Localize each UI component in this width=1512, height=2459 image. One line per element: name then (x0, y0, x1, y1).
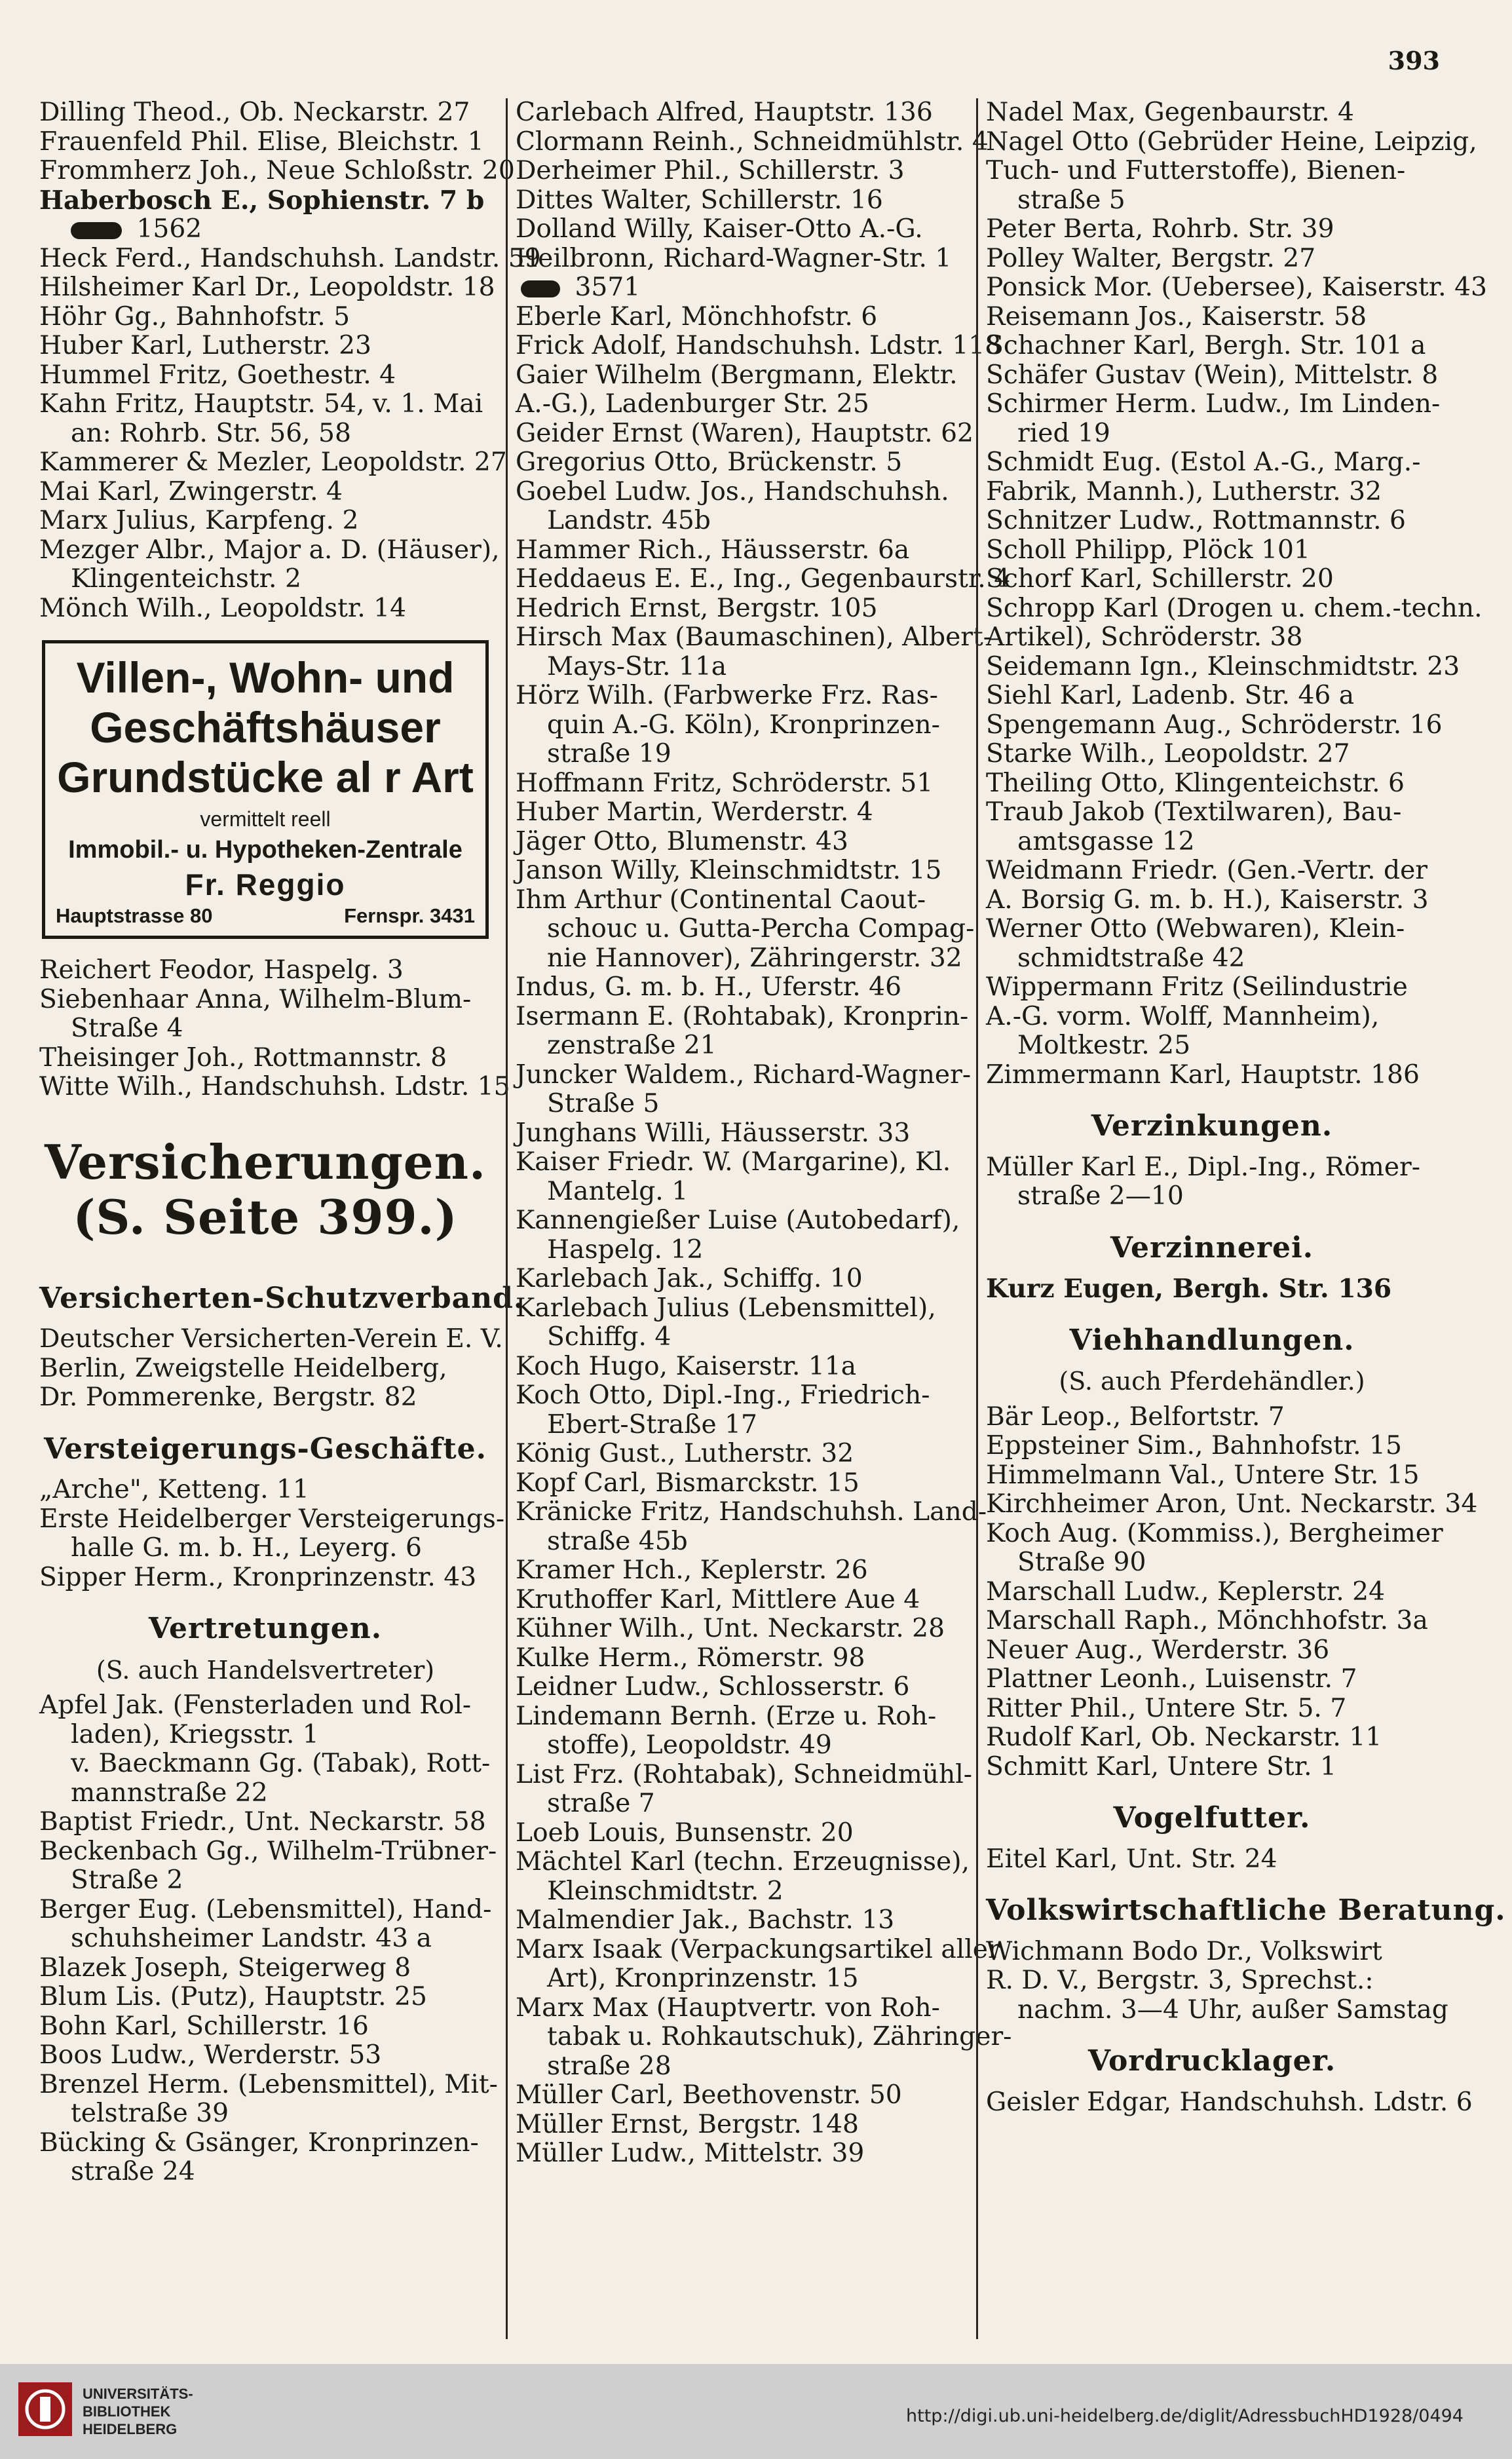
directory-entry-line: Kränicke Fritz, Handschuhsh. Land- (516, 1497, 987, 1527)
directory-entry-line: Marx Isaak (Verpackungsartikel aller (516, 1934, 1000, 1964)
directory-entry-line: R. D. V., Bergstr. 3, Sprechst.: (986, 1966, 1374, 1995)
directory-entry-line: Tuch- und Futterstoffe), Bienen- (986, 156, 1406, 185)
directory-entry-line: Siebenhaar Anna, Wilhelm-Blum- (39, 984, 472, 1014)
entry-list-1b (39, 243, 541, 624)
directory-entry-line: quin A.-G. Köln), Kronprinzen- (547, 710, 940, 740)
directory-entry-line: Huber Karl, Lutherstr. 23 (39, 331, 371, 360)
directory-entry-line: Leidner Ludw., Schlosserstr. 6 (516, 1672, 910, 1702)
directory-entry-line: Höhr Gg., Bahnhofstr. 5 (39, 301, 350, 332)
directory-entry-line: Haspelg. 12 (547, 1234, 704, 1265)
directory-entry-line: Werner Otto (Webwaren), Klein- (986, 914, 1405, 944)
directory-entry-line: List Frz. (Rohtabak), Schneidmühl- (516, 1759, 972, 1789)
directory-entry-line: Dilling Theod., Ob. Neckarstr. 27 (39, 98, 470, 127)
directory-entry-line: Eberle Karl, Mönchhofstr. 6 (516, 301, 878, 332)
directory-entry-line: Reichert Feodor, Haspelg. 3 (39, 955, 404, 985)
directory-entry-line: Müller Karl E., Dipl.-Ing., Römer- (986, 1152, 1421, 1182)
directory-entry-line: Schnitzer Ludw., Rottmannstr. 6 (986, 506, 1406, 535)
directory-entry-line: Lindemann Bernh. (Erze u. Roh- (516, 1701, 937, 1731)
directory-entry-line: Mezger Albr., Major a. D. (Häuser), (39, 535, 500, 565)
ad-line-7 (52, 903, 479, 929)
directory-entry-line: A.-G.), Ladenburger Str. 25 (516, 389, 869, 419)
directory-entry-line: nachm. 3—4 Uhr, außer Samstag (1017, 1994, 1448, 2025)
directory-entry-line: Seidemann Ign., Kleinschmidtstr. 23 (986, 651, 1460, 681)
advertisement-reggio (42, 640, 489, 939)
telephone-icon (71, 222, 122, 239)
directory-entry-line: Artikel), Schröderstr. 38 (986, 622, 1303, 652)
directory-entry-line: an: Rohrb. Str. 56, 58 (71, 418, 351, 448)
directory-entry-line: Traub Jakob (Textilwaren), Bau- (986, 797, 1402, 827)
directory-entry-line: Blazek Joseph, Steigerweg 8 (39, 1953, 411, 1983)
directory-entry-line: Rudolf Karl, Ob. Neckarstr. 11 (986, 1723, 1382, 1752)
directory-entry-line: Witte Wilh., Handschuhsh. Ldstr. 15 (39, 1072, 510, 1101)
directory-entry-line: Mantelg. 1 (547, 1176, 689, 1206)
heading-verzinnerei: Verzinnerei. (1110, 1230, 1314, 1265)
ad-phone: Fernspr. 3431 (344, 904, 475, 927)
entry-list-1a (39, 98, 515, 186)
directory-entry-line: Kannengießer Luise (Autobedarf), (516, 1206, 960, 1235)
directory-entry-line: Indus, G. m. b. H., Uferstr. 46 (516, 972, 902, 1002)
directory-entry-line: laden), Kriegsstr. 1 (71, 1719, 319, 1749)
directory-entry-line: Hilsheimer Karl Dr., Leopoldstr. 18 (39, 273, 495, 302)
heading-vordrucklager: Vordrucklager. (1087, 2044, 1336, 2078)
directory-entry-line: Baptist Friedr., Unt. Neckarstr. 58 (39, 1807, 486, 1837)
directory-entry-line: Ihm Arthur (Continental Caout- (516, 885, 926, 915)
footer-bar (0, 2364, 1512, 2459)
directory-entry-line: Hörz Wilh. (Farbwerke Frz. Ras- (516, 681, 938, 710)
directory-entry-line: Geider Ernst (Waren), Hauptstr. 62 (516, 418, 973, 448)
directory-entry-line: Dr. Pommerenke, Bergstr. 82 (39, 1382, 417, 1412)
directory-entry-line: Goebel Ludw. Jos., Handschuhsh. (516, 476, 949, 506)
directory-entry-line: Zimmermann Karl, Hauptstr. 186 (986, 1059, 1420, 1090)
directory-entry-line: Schachner Karl, Bergh. Str. 101 a (986, 331, 1426, 360)
directory-entry-line: Marschall Ludw., Keplerstr. 24 (986, 1576, 1386, 1607)
directory-entry-line: Geisler Edgar, Handschuhsh. Ldstr. 6 (986, 2087, 1473, 2117)
directory-entry-line: A. Borsig G. m. b. H.), Kaiserstr. 3 (986, 885, 1429, 915)
directory-entry-line: Malmendier Jak., Bachstr. 13 (516, 1905, 895, 1935)
directory-entry-line: stoffe), Leopoldstr. 49 (547, 1730, 832, 1760)
directory-entry-line: mannstraße 22 (71, 1778, 268, 1808)
entry-list-2a (516, 98, 989, 273)
library-logo-text (83, 2385, 193, 2438)
directory-entry-line: Heddaeus E. E., Ing., Gegenbaurstr. 4 (516, 564, 1011, 594)
directory-entry-line: Polley Walter, Bergstr. 27 (986, 243, 1316, 273)
directory-entry-line: Derheimer Phil., Schillerstr. 3 (516, 156, 905, 185)
directory-entry-line: Mächtel Karl (techn. Erzeugnisse), (516, 1847, 970, 1877)
directory-entry-line: Kramer Hch., Keplerstr. 26 (516, 1555, 868, 1585)
heading-viehhandlungen: Viehhandlungen. (1069, 1323, 1355, 1357)
ad-line-1: Villen-, Wohn- und (76, 653, 455, 702)
directory-entry-line: Apfel Jak. (Fensterladen und Rol- (39, 1690, 472, 1720)
directory-entry-line: v. Baeckmann Gg. (Tabak), Rott- (71, 1749, 491, 1778)
directory-entry-line: Karlebach Jak., Schiffg. 10 (516, 1264, 863, 1293)
directory-entry-line: Straße 2 (71, 1865, 183, 1895)
directory-entry-line: Weidmann Friedr. (Gen.-Vertr. der (986, 856, 1428, 885)
entry-list-3a (986, 98, 1487, 1090)
directory-entry-line: Bär Leop., Belfortstr. 7 (986, 1401, 1285, 1432)
directory-entry-line: Brenzel Herm. (Lebensmittel), Mit- (39, 2069, 498, 2099)
logo-line-3: HEIDELBERG (83, 2421, 178, 2437)
directory-entry-line: Juncker Waldem., Richard-Wagner- (516, 1059, 972, 1090)
entry-list-1d (39, 1324, 503, 1413)
directory-entry-line: Heilbronn, Richard-Wagner-Str. 1 (516, 243, 952, 273)
directory-entry-line: Isermann E. (Rohtabak), Kronprin- (516, 1001, 969, 1031)
ad-line-4: vermittelt reell (200, 807, 331, 831)
column-2 (506, 98, 1012, 2339)
phone-number-2: 3571 (575, 273, 641, 302)
directory-entry-line: Straße 5 (547, 1089, 660, 1118)
entry-list-3f (986, 2087, 1473, 2118)
directory-entry-line: Schäfer Gustav (Wein), Mittelstr. 8 (986, 360, 1439, 390)
entry-list-3c (986, 1401, 1478, 1782)
directory-entry-line: Koch Otto, Dipl.-Ing., Friedrich- (516, 1381, 930, 1410)
directory-entry-line: Bücking & Gsänger, Kronprinzen- (39, 2127, 479, 2158)
heading-verzinkungen: Verzinkungen. (1091, 1109, 1333, 1143)
page-number: 393 (1388, 46, 1440, 75)
directory-entry-line: Blum Lis. (Putz), Hauptstr. 25 (39, 1982, 427, 2011)
directory-entry-line: Moltkestr. 25 (1017, 1031, 1190, 1060)
directory-entry-line: Eitel Karl, Unt. Str. 24 (986, 1844, 1277, 1874)
logo-line-2: BIBLIOTHEK (83, 2403, 171, 2420)
directory-entry-line: Kulke Herm., Römerstr. 98 (516, 1643, 865, 1673)
directory-entry-line: Kopf Carl, Bismarckstr. 15 (516, 1468, 860, 1498)
directory-entry-line: Kruthoffer Karl, Mittlere Aue 4 (516, 1584, 920, 1614)
phone-line-2 (516, 273, 961, 303)
directory-entry-line: Straße 4 (71, 1014, 183, 1043)
directory-entry-line: Berlin, Zweigstelle Heidelberg, (39, 1353, 447, 1383)
directory-entry-line: nie Hannover), Zähringerstr. 32 (547, 943, 962, 973)
directory-entry-line: A.-G. vorm. Wolff, Mannheim), (986, 1001, 1380, 1031)
bold-entry-haberbosch: Haberbosch E., Sophienstr. 7 b (39, 185, 485, 216)
directory-entry-line: Gregorius Otto, Brückenstr. 5 (516, 448, 903, 477)
directory-entry-line: Nadel Max, Gegenbaurstr. 4 (986, 98, 1354, 127)
ad-line-6: Fr. Reggio (185, 867, 346, 902)
directory-entry-line: Peter Berta, Rohrb. Str. 39 (986, 214, 1334, 244)
directory-entry-line: Schropp Karl (Drogen u. chem.-techn. (986, 593, 1483, 623)
university-seal-icon (18, 2382, 72, 2436)
directory-entry-line: Marschall Raph., Mönchhofstr. 3a (986, 1606, 1428, 1635)
directory-entry-line: Dolland Willy, Kaiser-Otto A.-G. (516, 214, 923, 244)
directory-entry-line: Kühner Wilh., Unt. Neckarstr. 28 (516, 1614, 945, 1643)
directory-entry-line: Koch Aug. (Kommiss.), Bergheimer (986, 1518, 1443, 1548)
directory-entry-line: Hummel Fritz, Goethestr. 4 (39, 360, 396, 390)
directory-entry-line: Bohn Karl, Schillerstr. 16 (39, 2011, 369, 2041)
heading-versicherungen: Versicherungen. (44, 1134, 487, 1190)
ad-line-5: Immobil.- u. Hypotheken-Zentrale (68, 836, 463, 864)
directory-entry-line: schouc u. Gutta-Percha Compag- (547, 914, 975, 944)
directory-entry-line: Nagel Otto (Gebrüder Heine, Leipzig, (986, 126, 1477, 157)
heading-vogelfutter: Vogelfutter. (1113, 1801, 1311, 1835)
entry-list-2b (516, 301, 1012, 2169)
directory-entry-line: Hoffmann Fritz, Schröderstr. 51 (516, 768, 934, 798)
directory-entry-line: Marx Julius, Karpfeng. 2 (39, 506, 359, 535)
directory-entry-line: halle G. m. b. H., Leyerg. 6 (71, 1533, 422, 1563)
directory-entry-line: „Arche", Ketteng. 11 (39, 1475, 309, 1504)
directory-entry-line: Müller Ernst, Bergstr. 148 (516, 2109, 859, 2139)
entry-list-3b (986, 1153, 1438, 1211)
entry-list-3e (986, 1936, 1448, 2025)
directory-entry-line: Boos Ludw., Werderstr. 53 (39, 2040, 382, 2070)
directory-entry-line: Kleinschmidtstr. 2 (547, 1876, 784, 1906)
directory-entry-line: Ebert-Straße 17 (547, 1409, 757, 1439)
ad-address: Hauptstrasse 80 (56, 904, 213, 927)
directory-entry-line: Siehl Karl, Ladenb. Str. 46 a (986, 681, 1355, 710)
directory-entry-line: Wippermann Fritz (Seilindustrie (986, 972, 1408, 1002)
column-3 (976, 98, 1506, 2339)
directory-entry-line: Wichmann Bodo Dr., Volkswirt (986, 1936, 1382, 1966)
directory-entry-line: amtsgasse 12 (1017, 826, 1195, 856)
directory-entry-line: Müller Ludw., Mittelstr. 39 (516, 2139, 865, 2168)
directory-entry-line: Junghans Willi, Häusserstr. 33 (516, 1118, 911, 1148)
directory-entry-line: Berger Eug. (Lebensmittel), Hand- (39, 1894, 492, 1924)
bold-entry-kurz: Kurz Eugen, Bergh. Str. 136 (986, 1274, 1392, 1304)
directory-entry-line: Schiffg. 4 (547, 1322, 671, 1352)
directory-entry-line: straße 28 (547, 2051, 671, 2081)
directory-entry-line: Reisemann Jos., Kaiserstr. 58 (986, 301, 1367, 332)
directory-entry-line: straße 7 (547, 1789, 655, 1818)
directory-entry-line: Janson Willy, Kleinschmidtstr. 15 (516, 856, 942, 885)
heading-see-page: (S. Seite 399.) (73, 1189, 458, 1245)
directory-entry-line: schmidtstraße 42 (1017, 943, 1245, 973)
directory-entry-line: König Gust., Lutherstr. 32 (516, 1439, 854, 1468)
directory-entry-line: Schmidt Eug. (Estol A.-G., Marg.- (986, 448, 1421, 477)
entry-list-3d (986, 1845, 1438, 1875)
directory-entry-line: Klingenteichstr. 2 (71, 564, 301, 594)
directory-entry-line: telstraße 39 (71, 2099, 229, 2128)
directory-entry-line: Eppsteiner Sim., Bahnhofstr. 15 (986, 1431, 1402, 1460)
subheading-vertretungen: (S. auch Handelsvertreter) (96, 1655, 435, 1685)
directory-entry-line: Kammerer & Mezler, Leopoldstr. 27 (39, 448, 507, 477)
directory-entry-line: Scholl Philipp, Plöck 101 (986, 535, 1310, 565)
directory-entry-line: Huber Martin, Werderstr. 4 (516, 797, 873, 827)
ad-line-3: Grundstücke al r Art (57, 753, 474, 801)
directory-entry-line: Jäger Otto, Blumenstr. 43 (516, 826, 848, 856)
directory-entry-line: Starke Wilh., Leopoldstr. 27 (986, 739, 1350, 769)
directory-entry-line: Beckenbach Gg., Wilhelm-Trübner- (39, 1836, 497, 1866)
phone-line-1 (39, 215, 491, 244)
directory-entry-line: Ponsick Mor. (Uebersee), Kaiserstr. 43 (986, 273, 1487, 302)
directory-entry-line: Karlebach Julius (Lebensmittel), (516, 1293, 936, 1323)
logo-line-1: UNIVERSITÄTS- (83, 2386, 193, 2402)
directory-entry-line: Schmitt Karl, Untere Str. 1 (986, 1751, 1336, 1782)
directory-entry-line: Theiling Otto, Klingenteichstr. 6 (986, 768, 1405, 798)
directory-entry-line: straße 19 (547, 739, 671, 769)
heading-versicherten-schutzverband: Versicherten-Schutzverband. (39, 1281, 525, 1315)
directory-entry-line: Frick Adolf, Handschuhsh. Ldstr. 118 (516, 331, 1002, 360)
directory-entry-line: Frommherz Joh., Neue Schloßstr. 20 (39, 156, 515, 185)
directory-entry-line: Carlebach Alfred, Hauptstr. 136 (516, 98, 933, 127)
directory-entry-line: Sipper Herm., Kronprinzenstr. 43 (39, 1562, 477, 1592)
directory-entry-line: Straße 90 (1017, 1548, 1146, 1577)
directory-entry-line: Ritter Phil., Untere Str. 5. 7 (986, 1693, 1347, 1723)
directory-entry-line: Landstr. 45b (547, 506, 711, 535)
directory-entry-line: Deutscher Versicherten-Verein E. V. (39, 1324, 503, 1354)
directory-entry-line: Mays-Str. 11a (547, 651, 727, 681)
directory-entry-line: zenstraße 21 (547, 1031, 717, 1060)
source-url-link[interactable]: http://digi.ub.uni-heidelberg.de/diglit/AdressbuchHD1928/0494 (906, 2406, 1464, 2426)
directory-entry-line: schuhsheimer Landstr. 43 a (71, 1924, 432, 1953)
directory-entry-line: straße 2—10 (1017, 1181, 1184, 1211)
directory-entry-line: Mai Karl, Zwingerstr. 4 (39, 476, 343, 506)
directory-entry-line: Erste Heidelberger Versteigerungs- (39, 1504, 505, 1534)
directory-entry-line: Hammer Rich., Häusserstr. 6a (516, 535, 910, 565)
directory-entry-line: Kaiser Friedr. W. (Margarine), Kl. (516, 1147, 951, 1177)
subheading-viehhandlungen: (S. auch Pferdehändler.) (1059, 1367, 1365, 1396)
directory-entry-line: Loeb Louis, Bunsenstr. 20 (516, 1818, 854, 1848)
directory-entry-line: Schirmer Herm. Ludw., Im Linden- (986, 389, 1441, 419)
directory-entry-line: Schorf Karl, Schillerstr. 20 (986, 564, 1334, 594)
entry-list-1e (39, 1475, 505, 1592)
directory-entry-line: straße 45b (547, 1526, 688, 1556)
directory-entry-line: Kirchheimer Aron, Unt. Neckarstr. 34 (986, 1489, 1478, 1519)
heading-versteigerungs-geschaefte: Versteigerungs-Geschäfte. (44, 1432, 487, 1466)
directory-entry-line: Plattner Leonh., Luisenstr. 7 (986, 1664, 1357, 1694)
directory-entry-line: Hirsch Max (Baumaschinen), Albert- (516, 622, 992, 652)
directory-entry-line: Heck Ferd., Handschuhsh. Landstr. 59 (39, 243, 541, 273)
directory-entry-line: tabak u. Rohkautschuk), Zähringer- (547, 2022, 1012, 2051)
directory-entry-line: Hedrich Ernst, Bergstr. 105 (516, 593, 878, 623)
directory-entry-line: Theisinger Joh., Rottmannstr. 8 (39, 1042, 447, 1073)
directory-entry-line: Dittes Walter, Schillerstr. 16 (516, 185, 883, 215)
heading-vertretungen: Vertretungen. (148, 1612, 383, 1645)
page-body (39, 98, 1506, 2339)
entry-list-1c (39, 955, 510, 1102)
directory-entry-line: Gaier Wilhelm (Bergmann, Elektr. (516, 360, 958, 390)
phone-number-1: 1562 (136, 214, 202, 244)
directory-entry-line: Müller Carl, Beethovenstr. 50 (516, 2080, 902, 2110)
directory-entry-line: straße 24 (71, 2157, 195, 2186)
directory-entry-line: Neuer Aug., Werderstr. 36 (986, 1635, 1330, 1665)
heading-volkswirtschaftliche-beratung: Volkswirtschaftliche Beratung. (986, 1894, 1506, 1927)
directory-entry-line: Mönch Wilh., Leopoldstr. 14 (39, 593, 407, 623)
directory-entry-line: Marx Max (Hauptvertr. von Roh- (516, 1992, 940, 2023)
directory-entry-line: straße 5 (1017, 185, 1125, 215)
directory-entry-line: Clormann Reinh., Schneidmühlstr. 4 (516, 126, 989, 157)
telephone-icon (521, 280, 560, 297)
directory-entry-line: ried 19 (1017, 418, 1110, 448)
directory-entry-line: Himmelmann Val., Untere Str. 15 (986, 1460, 1420, 1490)
directory-entry-line: Frauenfeld Phil. Elise, Bleichstr. 1 (39, 126, 484, 157)
ad-line-2: Geschäftshäuser (90, 703, 441, 752)
directory-entry-line: Fabrik, Mannh.), Lutherstr. 32 (986, 476, 1382, 506)
column-1 (39, 98, 541, 2339)
entry-list-1f (39, 1690, 498, 2187)
directory-entry-line: Art), Kronprinzenstr. 15 (547, 1964, 859, 1993)
directory-entry-line: Kahn Fritz, Hauptstr. 54, v. 1. Mai (39, 389, 483, 419)
directory-entry-line: Koch Hugo, Kaiserstr. 11a (516, 1351, 857, 1381)
directory-entry-line: Spengemann Aug., Schröderstr. 16 (986, 710, 1443, 740)
